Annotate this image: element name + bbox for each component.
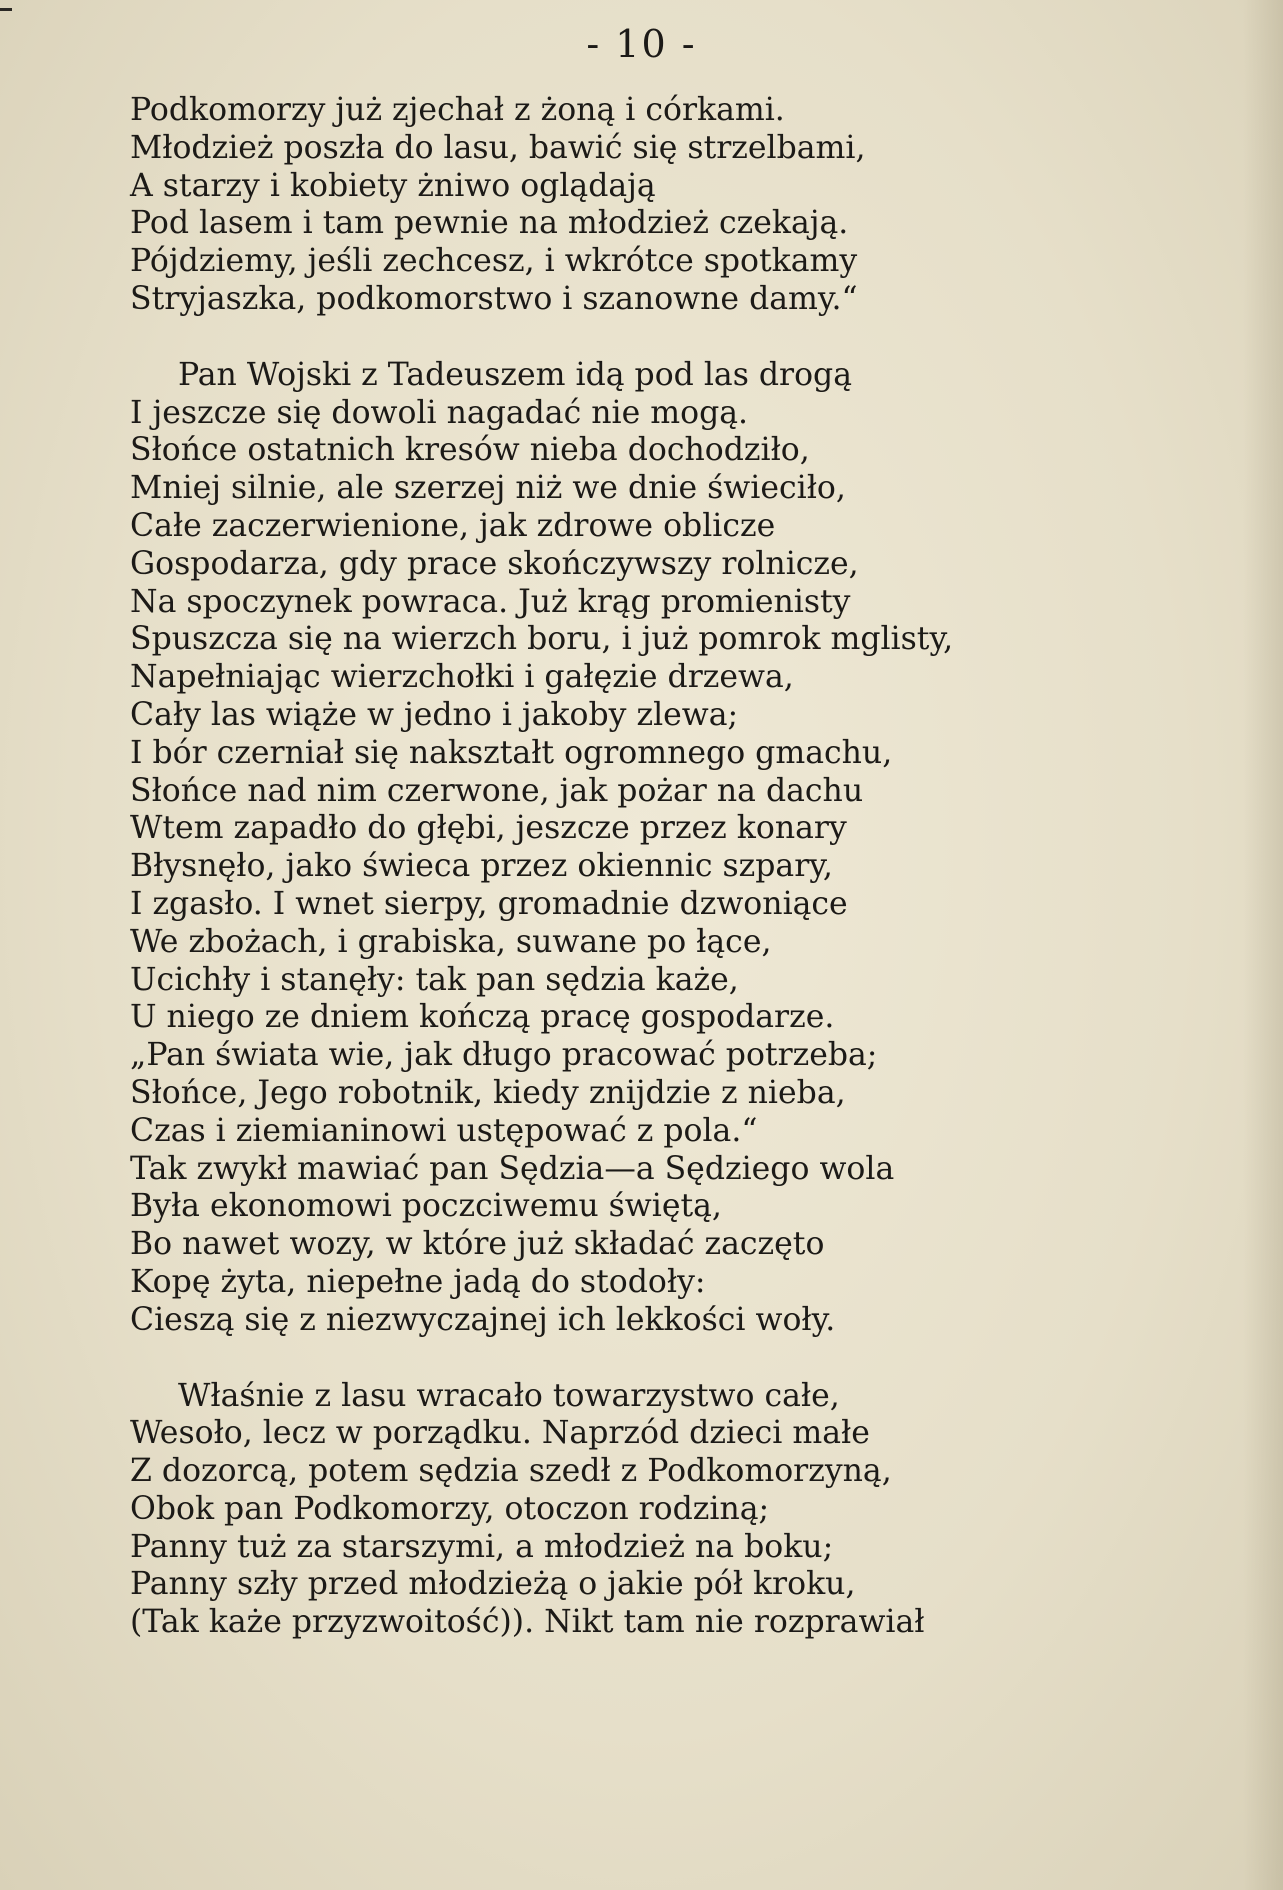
stanza-1 (130, 92, 1130, 319)
verse-line: U niego ze dniem kończą pracę gospodarze. (130, 999, 835, 1036)
verse-line: Tak zwykł mawiać pan Sędzia—a Sędziego wola (130, 1150, 895, 1187)
verse-line: Młodzież poszła do lasu, bawić się strzelbami, (130, 129, 866, 166)
verse-line: A starzy i kobiety żniwo oglądają (130, 167, 656, 204)
verse-line: Ucichły i stanęły: tak pan sędzia każe, (130, 961, 739, 998)
scan-mark (0, 8, 12, 11)
verse-line: Napełniając wierzchołki i gałęzie drzewa, (130, 659, 794, 696)
verse-line: Wesoło, lecz w porządku. Naprzód dzieci małe (130, 1415, 870, 1452)
verse-line: Panny tuż za starszymi, a młodzież na boku; (130, 1528, 834, 1565)
verse-line: Słońce ostatnich kresów nieba dochodziło, (130, 432, 810, 469)
verse-line: Wtem zapadło do głębi, jeszcze przez konary (130, 810, 847, 847)
stanza-gap (130, 1340, 1130, 1378)
verse-line: Pan Wojski z Tadeuszem idą pod las drogą (178, 356, 853, 393)
verse-line: Słońce nad nim czerwone, jak pożar na dachu (130, 772, 864, 809)
verse-line: Cieszą się z niezwyczajnej ich lekkości woły. (130, 1301, 836, 1338)
verse-line: (Tak każe przyzwoitość)). Nikt tam nie rozprawiał (130, 1604, 925, 1641)
verse-line: Kopę żyta, niepełne jadą do stodoły: (130, 1263, 706, 1300)
verse-line: Całe zaczerwienione, jak zdrowe oblicze (130, 507, 776, 544)
verse-line: Pod lasem i tam pewnie na młodzież czekają. (130, 205, 849, 242)
page-number: - 10 - (586, 22, 697, 66)
verse-line: Na spoczynek powraca. Już krąg promienisty (130, 583, 851, 620)
stanza-2 (130, 357, 1130, 1340)
verse-line: Słońce, Jego robotnik, kiedy znijdzie z nieba, (130, 1074, 846, 1111)
stanza-3 (130, 1378, 1130, 1643)
verse-line: We zbożach, i grabiska, suwane po łące, (130, 923, 772, 960)
verse-line: I bór czerniał się nakształt ogromnego gmachu, (130, 734, 893, 771)
verse-line: Pójdziemy, jeśli zechcesz, i wkrótce spotkamy (130, 243, 858, 280)
verse-line: Obok pan Podkomorzy, otoczon rodziną; (130, 1490, 770, 1527)
verse-line: I zgasło. I wnet sierpy, gromadnie dzwoniące (130, 885, 848, 922)
verse-line: Mniej silnie, ale szerzej niż we dnie świeciło, (130, 470, 846, 507)
verse-line: Stryjaszka, podkomorstwo i szanowne damy.“ (130, 280, 858, 317)
verse-line: Gospodarza, gdy prace skończywszy rolnicze, (130, 545, 859, 582)
verse-line: Czas i ziemianinowi ustępować z pola.“ (130, 1112, 758, 1149)
stanza-gap (130, 319, 1130, 357)
verse-line: Bo nawet wozy, w które już składać zaczęto (130, 1226, 825, 1263)
verse-line: Panny szły przed młodzieżą o jakie pół kroku, (130, 1566, 856, 1603)
verse-line: „Pan świata wie, jak długo pracować potrzeba; (130, 1037, 878, 1074)
verse-line: Cały las wiąże w jedno i jakoby zlewa; (130, 696, 739, 733)
verse-line: I jeszcze się dowoli nagadać nie mogą. (130, 394, 749, 431)
page-edge-shadow (1243, 0, 1283, 1890)
verse-line: Właśnie z lasu wracało towarzystwo całe, (178, 1377, 840, 1414)
verse-line: Błysnęło, jako świeca przez okiennic szpary, (130, 848, 833, 885)
verse-line: Z dozorcą, potem sędzia szedł z Podkomorzyną, (130, 1453, 892, 1490)
verse-line: Podkomorzy już zjechał z żoną i córkami. (130, 92, 785, 128)
verse-line: Spuszcza się na wierzch boru, i już pomrok mglisty, (130, 621, 954, 658)
poem-text (130, 92, 1130, 1642)
verse-line: Była ekonomowi poczciwemu świętą, (130, 1188, 722, 1225)
